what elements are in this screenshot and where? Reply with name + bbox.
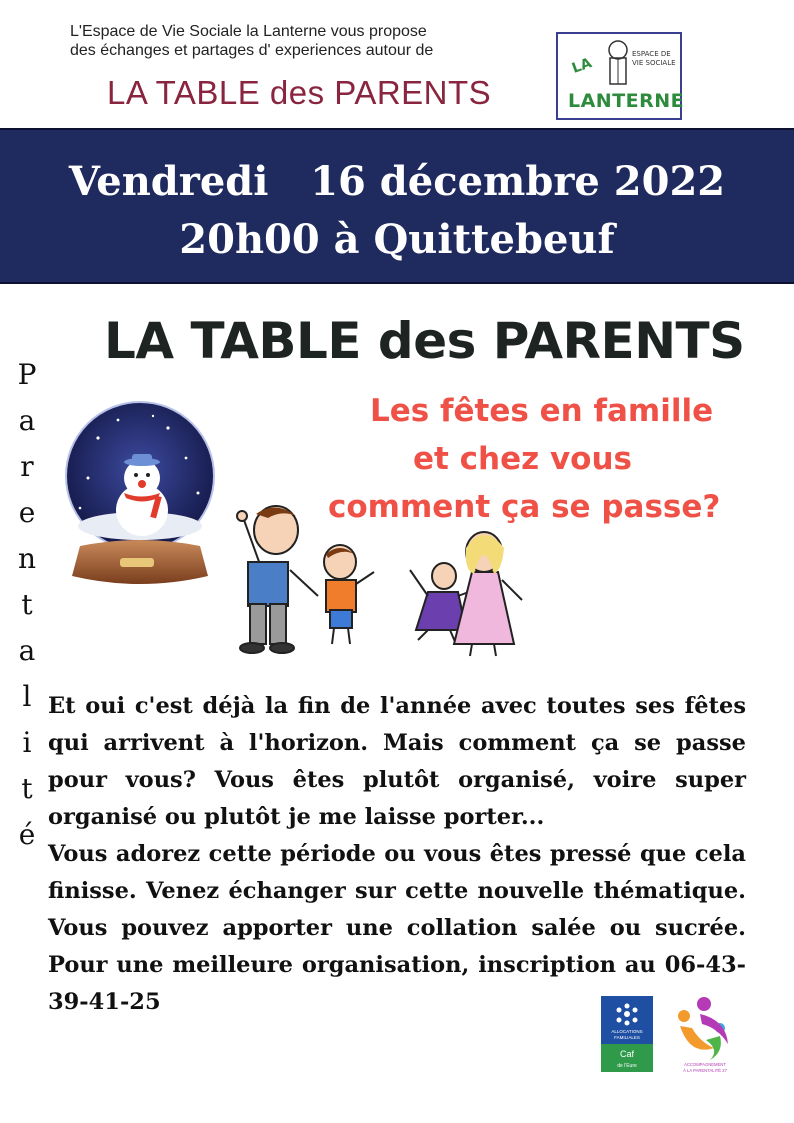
caf-line-2: FAMILIALES [614,1035,640,1040]
side-letter: l [22,680,32,713]
family-illustration [222,500,542,660]
lanterne-caption: ESPACE DE VIE SOCIALE [632,50,676,67]
question-line-2: et chez vous [413,441,632,477]
side-letter: P [17,358,37,391]
intro-line-2: des échanges et partages d' experiences autour de [70,42,434,59]
body-paragraph-1: Et oui c'est déjà la fin de l'année avec toutes ses fêtes qui arrivent à l'horizon. Mais comment ça se passe pour vous? Vous êtes plutôt organisé, voire super organisé ou plutôt je me laisse porter... [48,693,746,830]
side-letter: i [22,726,32,759]
lanterne-word-la: LA [569,55,594,77]
main-title: LA TABLE des PARENTS [104,312,745,370]
body-paragraph-2: Vous adorez cette période ou vous êtes pressé que cela finisse. Venez échanger sur cette nouvelle thématique. Vous pouvez apporter une collation salée ou sucrée. Pour une meilleure organisation, inscription au 06-43-39-41-25 [48,841,746,1015]
caf-region: de l'Eure [617,1063,637,1069]
side-letter: t [21,588,33,621]
side-letter: a [18,634,36,667]
side-letter: é [18,818,36,851]
side-letter: a [18,404,36,437]
caf-logo [601,996,653,1072]
banner-time-place: 20h00 à Quittebeuf [179,216,615,263]
intro-title: LA TABLE des PARENTS [107,74,492,111]
side-letter: t [21,772,33,805]
snow-globe-illustration [58,398,228,590]
intro-text [70,22,500,60]
side-letter: n [17,542,37,575]
lanterne-logo [556,32,685,120]
question-line-1: Les fêtes en famille [370,393,714,429]
caf-name: Caf [619,1049,635,1059]
parent-caption-2: À LA PARENTALITÉ 27 [683,1068,727,1073]
parentalite-logo [670,992,740,1074]
date-banner [0,128,794,284]
side-letter: e [18,496,36,529]
side-letter: r [20,450,34,483]
question-line-3: comment ça se passe? [328,489,721,525]
side-word-parentalite [10,352,44,858]
caf-line-1: ALLOCATIONS [611,1029,643,1034]
body-text [48,688,746,1021]
lanterne-word-lanterne: LANTERNE [568,90,685,112]
parent-caption-1: ACCOMPAGNEMENT [684,1062,726,1067]
banner-date: Vendredi 16 décembre 2022 [68,158,726,205]
intro-line-1: L'Espace de Vie Sociale la Lanterne vous propose [70,23,427,40]
